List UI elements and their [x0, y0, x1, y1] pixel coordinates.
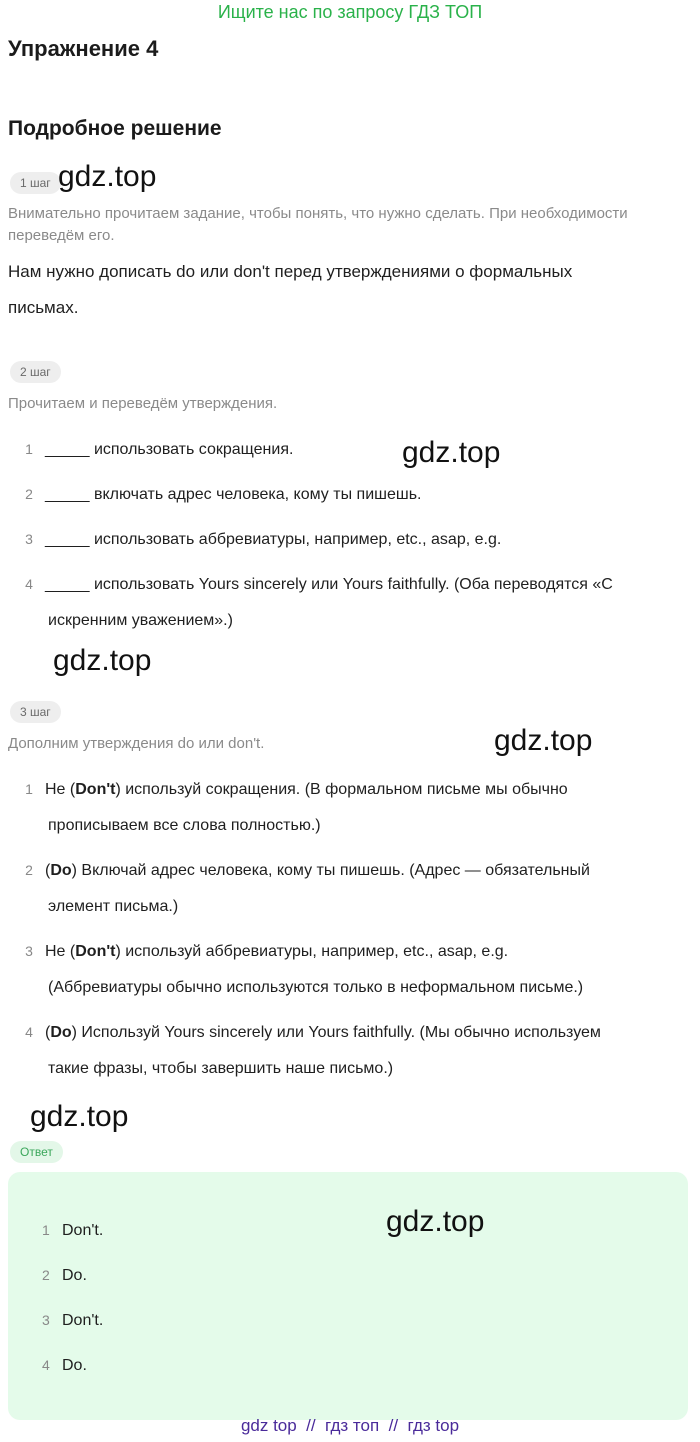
item-text-continued: такие фразы, чтобы завершить наше письмо.) — [48, 1060, 394, 1077]
item-answer: Do — [50, 862, 72, 879]
item-number: 2 — [25, 486, 33, 502]
list-item — [18, 476, 688, 513]
item-number: 2 — [25, 862, 33, 878]
item-number: 4 — [25, 1024, 33, 1040]
watermark: gdz.top — [58, 160, 157, 193]
item-answer: Don't — [75, 943, 116, 960]
item-text: Don't. — [62, 1312, 104, 1329]
item-text-continued: (Аббревиатуры обычно используются только в неформальном письме.) — [48, 979, 584, 996]
page-title: Упражнение 4 — [8, 36, 159, 61]
item-number: 1 — [25, 781, 33, 797]
solution-heading: Подробное решение — [8, 117, 222, 140]
item-number: 1 — [25, 441, 33, 457]
step-1-text-line-1: Нам нужно дописать do или don't перед утверждениями о формальных — [8, 262, 573, 281]
item-text-continued: искренним уважением».) — [48, 612, 233, 629]
item-number: 4 — [25, 576, 33, 592]
item-number: 4 — [42, 1357, 50, 1373]
answer-box — [8, 1172, 688, 1420]
item-text: _____ использовать Yours sincerely или Yours faithfully. (Оба переводятся «С — [45, 576, 613, 593]
step-3-hint: Дополним утверждения do или don't. — [8, 735, 265, 752]
item-number: 3 — [25, 943, 33, 959]
item-number: 3 — [42, 1312, 50, 1328]
item-text-continued: элемент письма.) — [48, 898, 179, 915]
item-prefix: Не ( — [45, 943, 76, 960]
step-3-badge: 3 шаг — [10, 701, 61, 723]
answer-item — [42, 1267, 87, 1285]
watermark: gdz.top — [30, 1100, 129, 1133]
answer-badge: Ответ — [10, 1141, 63, 1163]
list-item — [18, 431, 688, 468]
list-item — [18, 566, 688, 639]
list-item — [18, 852, 688, 925]
list-item — [18, 771, 688, 844]
item-text: _____ включать адрес человека, кому ты пишешь. — [45, 486, 422, 503]
item-text: Do. — [62, 1357, 87, 1374]
search-banner: Ищите нас по запросу ГДЗ ТОП — [217, 2, 483, 22]
item-prefix: ( — [45, 1024, 51, 1041]
step-1-hint-line-1: Внимательно прочитаем задание, чтобы понять, что нужно сделать. При необходимости — [8, 205, 628, 222]
item-text: Do. — [62, 1267, 87, 1284]
watermark: gdz.top — [53, 644, 152, 677]
item-text: ) Включай адрес человека, кому ты пишешь. (Адрес — обязательный — [71, 862, 590, 879]
watermark: gdz.top — [402, 436, 501, 469]
footer-links[interactable]: gdz top // гдз топ // гдз top — [240, 1416, 460, 1435]
item-answer: Do — [50, 1024, 72, 1041]
answer-item — [42, 1222, 103, 1240]
list-item — [18, 1014, 688, 1087]
item-text: Don't. — [62, 1222, 104, 1239]
step-1-text-line-2: письмах. — [8, 298, 79, 317]
item-text: _____ использовать сокращения. — [45, 441, 294, 458]
item-number: 1 — [42, 1222, 50, 1238]
item-number: 2 — [42, 1267, 50, 1283]
answer-item — [42, 1357, 87, 1375]
item-answer: Don't — [75, 781, 116, 798]
step-2-hint: Прочитаем и переведём утверждения. — [8, 395, 278, 412]
step-1-hint-line-2: переведём его. — [8, 227, 115, 244]
step-2-badge: 2 шаг — [10, 361, 61, 383]
item-text-continued: прописываем все слова полностью.) — [48, 817, 321, 834]
item-text: ) используй аббревиатуры, например, etc., asap, e.g. — [115, 943, 509, 960]
item-number: 3 — [25, 531, 33, 547]
watermark: gdz.top — [386, 1205, 485, 1238]
item-prefix: ( — [45, 862, 51, 879]
list-item — [18, 933, 688, 1006]
item-text: ) Используй Yours sincerely или Yours faithfully. (Мы обычно используем — [71, 1024, 601, 1041]
answer-item — [42, 1312, 103, 1330]
watermark: gdz.top — [494, 724, 593, 757]
step-1-badge: 1 шаг — [10, 172, 61, 194]
item-prefix: Не ( — [45, 781, 76, 798]
list-item — [18, 521, 688, 558]
item-text: _____ использовать аббревиатуры, например, etc., asap, e.g. — [45, 531, 502, 548]
item-text: ) используй сокращения. (В формальном письме мы обычно — [115, 781, 568, 798]
